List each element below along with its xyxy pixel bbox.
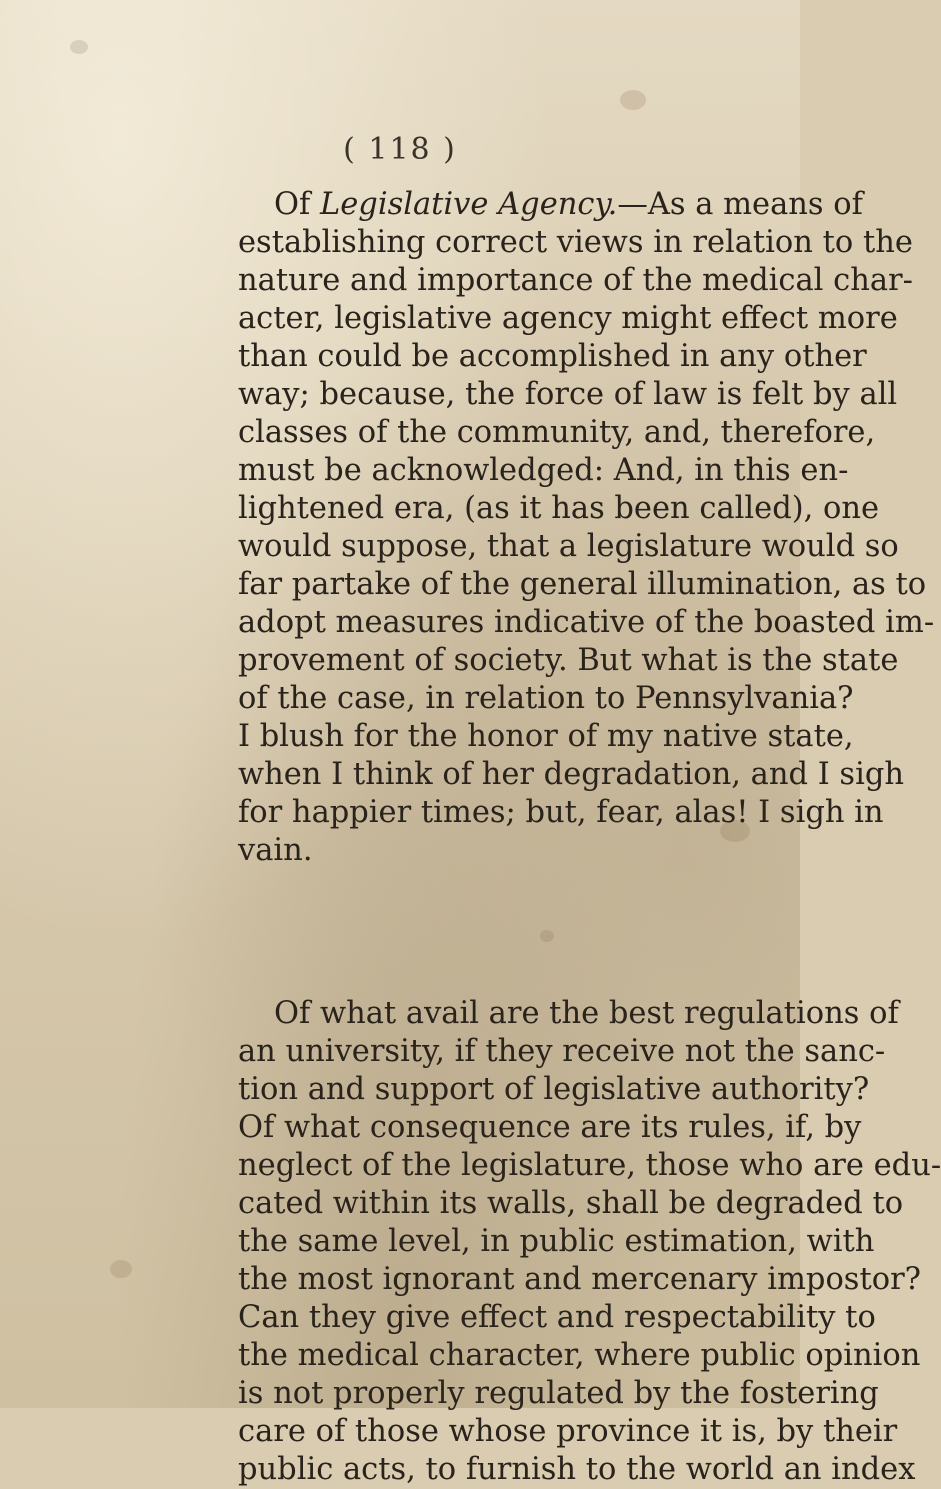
heading-title: Legislative Agency. (320, 187, 618, 222)
text-line: care of those whose province it is, by their (238, 1414, 898, 1449)
paragraph-university-regulations (238, 995, 941, 1489)
text-line: the most ignorant and mercenary impostor? (238, 1262, 922, 1297)
text-line: public acts, to furnish to the world an index (238, 1452, 916, 1487)
text-line: Can they give effect and respectability to (238, 1300, 876, 1335)
text-line: acter, legislative agency might effect more (238, 301, 898, 336)
heading-rest: —As a means of (617, 187, 863, 222)
text-line: I blush for the honor of my native state, (238, 719, 854, 754)
paragraph-legislative-agency (238, 186, 935, 870)
text-line: adopt measures indicative of the boasted im- (238, 605, 935, 640)
text-line: for happier times; but, fear, alas! I sigh in (238, 795, 884, 830)
text-line: is not properly regulated by the fostering (238, 1376, 879, 1411)
text-line: must be acknowledged: And, in this en- (238, 453, 849, 488)
text-line: far partake of the general illumination, as to (238, 567, 927, 602)
text-line: tion and support of legislative authority? (238, 1072, 870, 1107)
text-line: of the case, in relation to Pennsylvania? (238, 681, 854, 716)
text-line: an university, if they receive not the sanc- (238, 1034, 886, 1069)
text-line: vain. (238, 833, 313, 868)
text-line: establishing correct views in relation to the (238, 225, 913, 260)
text-line: nature and importance of the medical char- (238, 263, 913, 298)
text-line: classes of the community, and, therefore, (238, 415, 876, 450)
text-line: Of what avail are the best regulations of (274, 996, 899, 1031)
text-line: the medical character, where public opinion (238, 1338, 921, 1373)
text-line: the same level, in public estimation, with (238, 1224, 875, 1259)
text-line: would suppose, that a legislature would so (238, 529, 899, 564)
paper-stain (110, 1260, 132, 1278)
text-line: when I think of her degradation, and I sigh (238, 757, 905, 792)
paper-stain (620, 90, 646, 110)
text-line: neglect of the legislature, those who are edu- (238, 1148, 941, 1183)
text-line: than could be accomplished in any other (238, 339, 867, 374)
paper-stain (70, 40, 88, 54)
paragraph-heading-line (238, 186, 863, 224)
heading-start: Of (274, 187, 311, 222)
paper-stain (540, 930, 554, 942)
page-number: ( 118 ) (343, 132, 457, 167)
text-line: Of what consequence are its rules, if, by (238, 1110, 862, 1145)
text-line: cated within its walls, shall be degraded to (238, 1186, 904, 1221)
text-line: way; because, the force of law is felt by all (238, 377, 898, 412)
text-line: provement of society. But what is the state (238, 643, 899, 678)
text-line: lightened era, (as it has been called), one (238, 491, 880, 526)
